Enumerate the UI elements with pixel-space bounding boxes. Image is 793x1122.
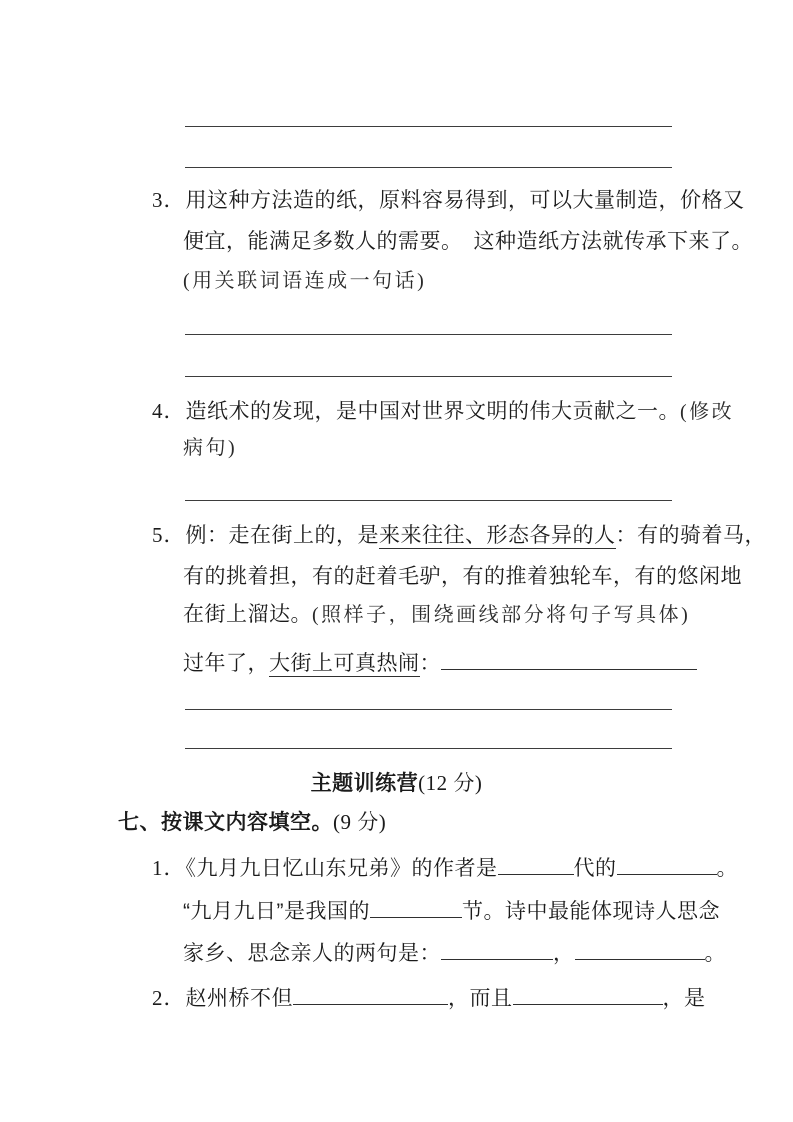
question-text: ：有的骑着马， — [615, 524, 766, 547]
fill-blank[interactable] — [441, 935, 553, 960]
question-text: ，是 — [662, 987, 706, 1010]
question-4-line-1 — [152, 396, 734, 426]
question-text: 过年了， — [183, 652, 269, 675]
question-text: 家乡、思念亲人的两句是： — [183, 942, 441, 965]
question-text: “九月九日”是我国的 — [183, 900, 370, 923]
question-text: 节。诗中最能体现诗人思念 — [462, 900, 720, 923]
question-text: ，而且 — [448, 987, 513, 1010]
question-text: 。 — [716, 857, 738, 880]
answer-line[interactable] — [185, 334, 672, 335]
answer-line[interactable] — [185, 126, 672, 127]
question-3-hint — [183, 266, 426, 296]
answer-line[interactable] — [185, 376, 672, 377]
instruction-hint: (用关联词语连成一句话) — [183, 270, 427, 292]
answer-line[interactable] — [185, 500, 672, 501]
fill-blank[interactable] — [513, 980, 663, 1005]
question-3-line-1 — [152, 185, 745, 215]
section7-q2-line-1 — [152, 980, 706, 1010]
question-5-line-1 — [152, 520, 766, 550]
theme-heading — [0, 768, 793, 798]
question-number: 1． — [152, 856, 186, 880]
section7-q1-line-1 — [152, 850, 738, 880]
fill-blank[interactable] — [370, 893, 462, 918]
question-text: 便宜，能满足多数人的需要。 这种造纸方法就传承下来了。 — [183, 230, 753, 253]
question-text: ： — [419, 652, 441, 675]
fill-blank[interactable] — [441, 645, 697, 670]
question-5-line-4 — [183, 645, 697, 675]
underlined-phrase: 大街上可真热闹 — [269, 652, 420, 675]
question-4-line-2 — [183, 433, 237, 463]
question-5-line-3 — [183, 600, 690, 630]
section7-q1-line-2 — [183, 893, 720, 923]
question-text: ， — [553, 942, 575, 965]
question-text: 用这种方法造的纸，原料容易得到，可以大量制造，价格又 — [185, 189, 745, 212]
instruction-hint: 病句) — [183, 437, 238, 459]
fill-blank[interactable] — [617, 850, 717, 875]
instruction-hint: (照样子，围绕画线部分将句子写具体) — [312, 604, 691, 626]
underlined-phrase: 来来往往、形态各异的人 — [379, 524, 616, 547]
fill-blank[interactable] — [575, 935, 705, 960]
section-title: 七、按课文内容填空。 — [118, 811, 333, 834]
answer-line[interactable] — [185, 748, 672, 749]
question-text: 代的 — [573, 857, 617, 880]
question-number: 4． — [152, 399, 186, 423]
theme-heading-title: 主题训练营 — [310, 772, 419, 795]
question-text: 有的挑着担，有的赶着毛驴，有的推着独轮车，有的悠闲地 — [183, 565, 742, 588]
question-text: 造纸术的发现，是中国对世界文明的伟大贡献之一。 — [185, 400, 680, 423]
answer-line[interactable] — [185, 167, 672, 168]
theme-heading-score: (12 分) — [418, 771, 483, 795]
question-text: 《九月九日忆山东兄弟》的作者是 — [185, 857, 498, 880]
question-number: 3． — [152, 188, 186, 212]
section-7-heading — [118, 807, 386, 837]
instruction-hint: (修改 — [680, 401, 735, 423]
question-text: 例：走在街上的，是 — [185, 524, 379, 547]
question-text: 在街上溜达。 — [183, 603, 312, 626]
section-score: (9 分) — [333, 810, 387, 834]
answer-line[interactable] — [185, 709, 672, 710]
question-5-line-2 — [183, 562, 742, 592]
section7-q1-line-3 — [183, 935, 726, 965]
question-3-line-2 — [183, 227, 753, 257]
question-number: 5． — [152, 523, 186, 547]
question-text: 赵州桥不但 — [185, 987, 293, 1010]
fill-blank[interactable] — [293, 980, 448, 1005]
question-text: 。 — [704, 942, 726, 965]
fill-blank[interactable] — [498, 850, 574, 875]
question-number: 2． — [152, 986, 186, 1010]
